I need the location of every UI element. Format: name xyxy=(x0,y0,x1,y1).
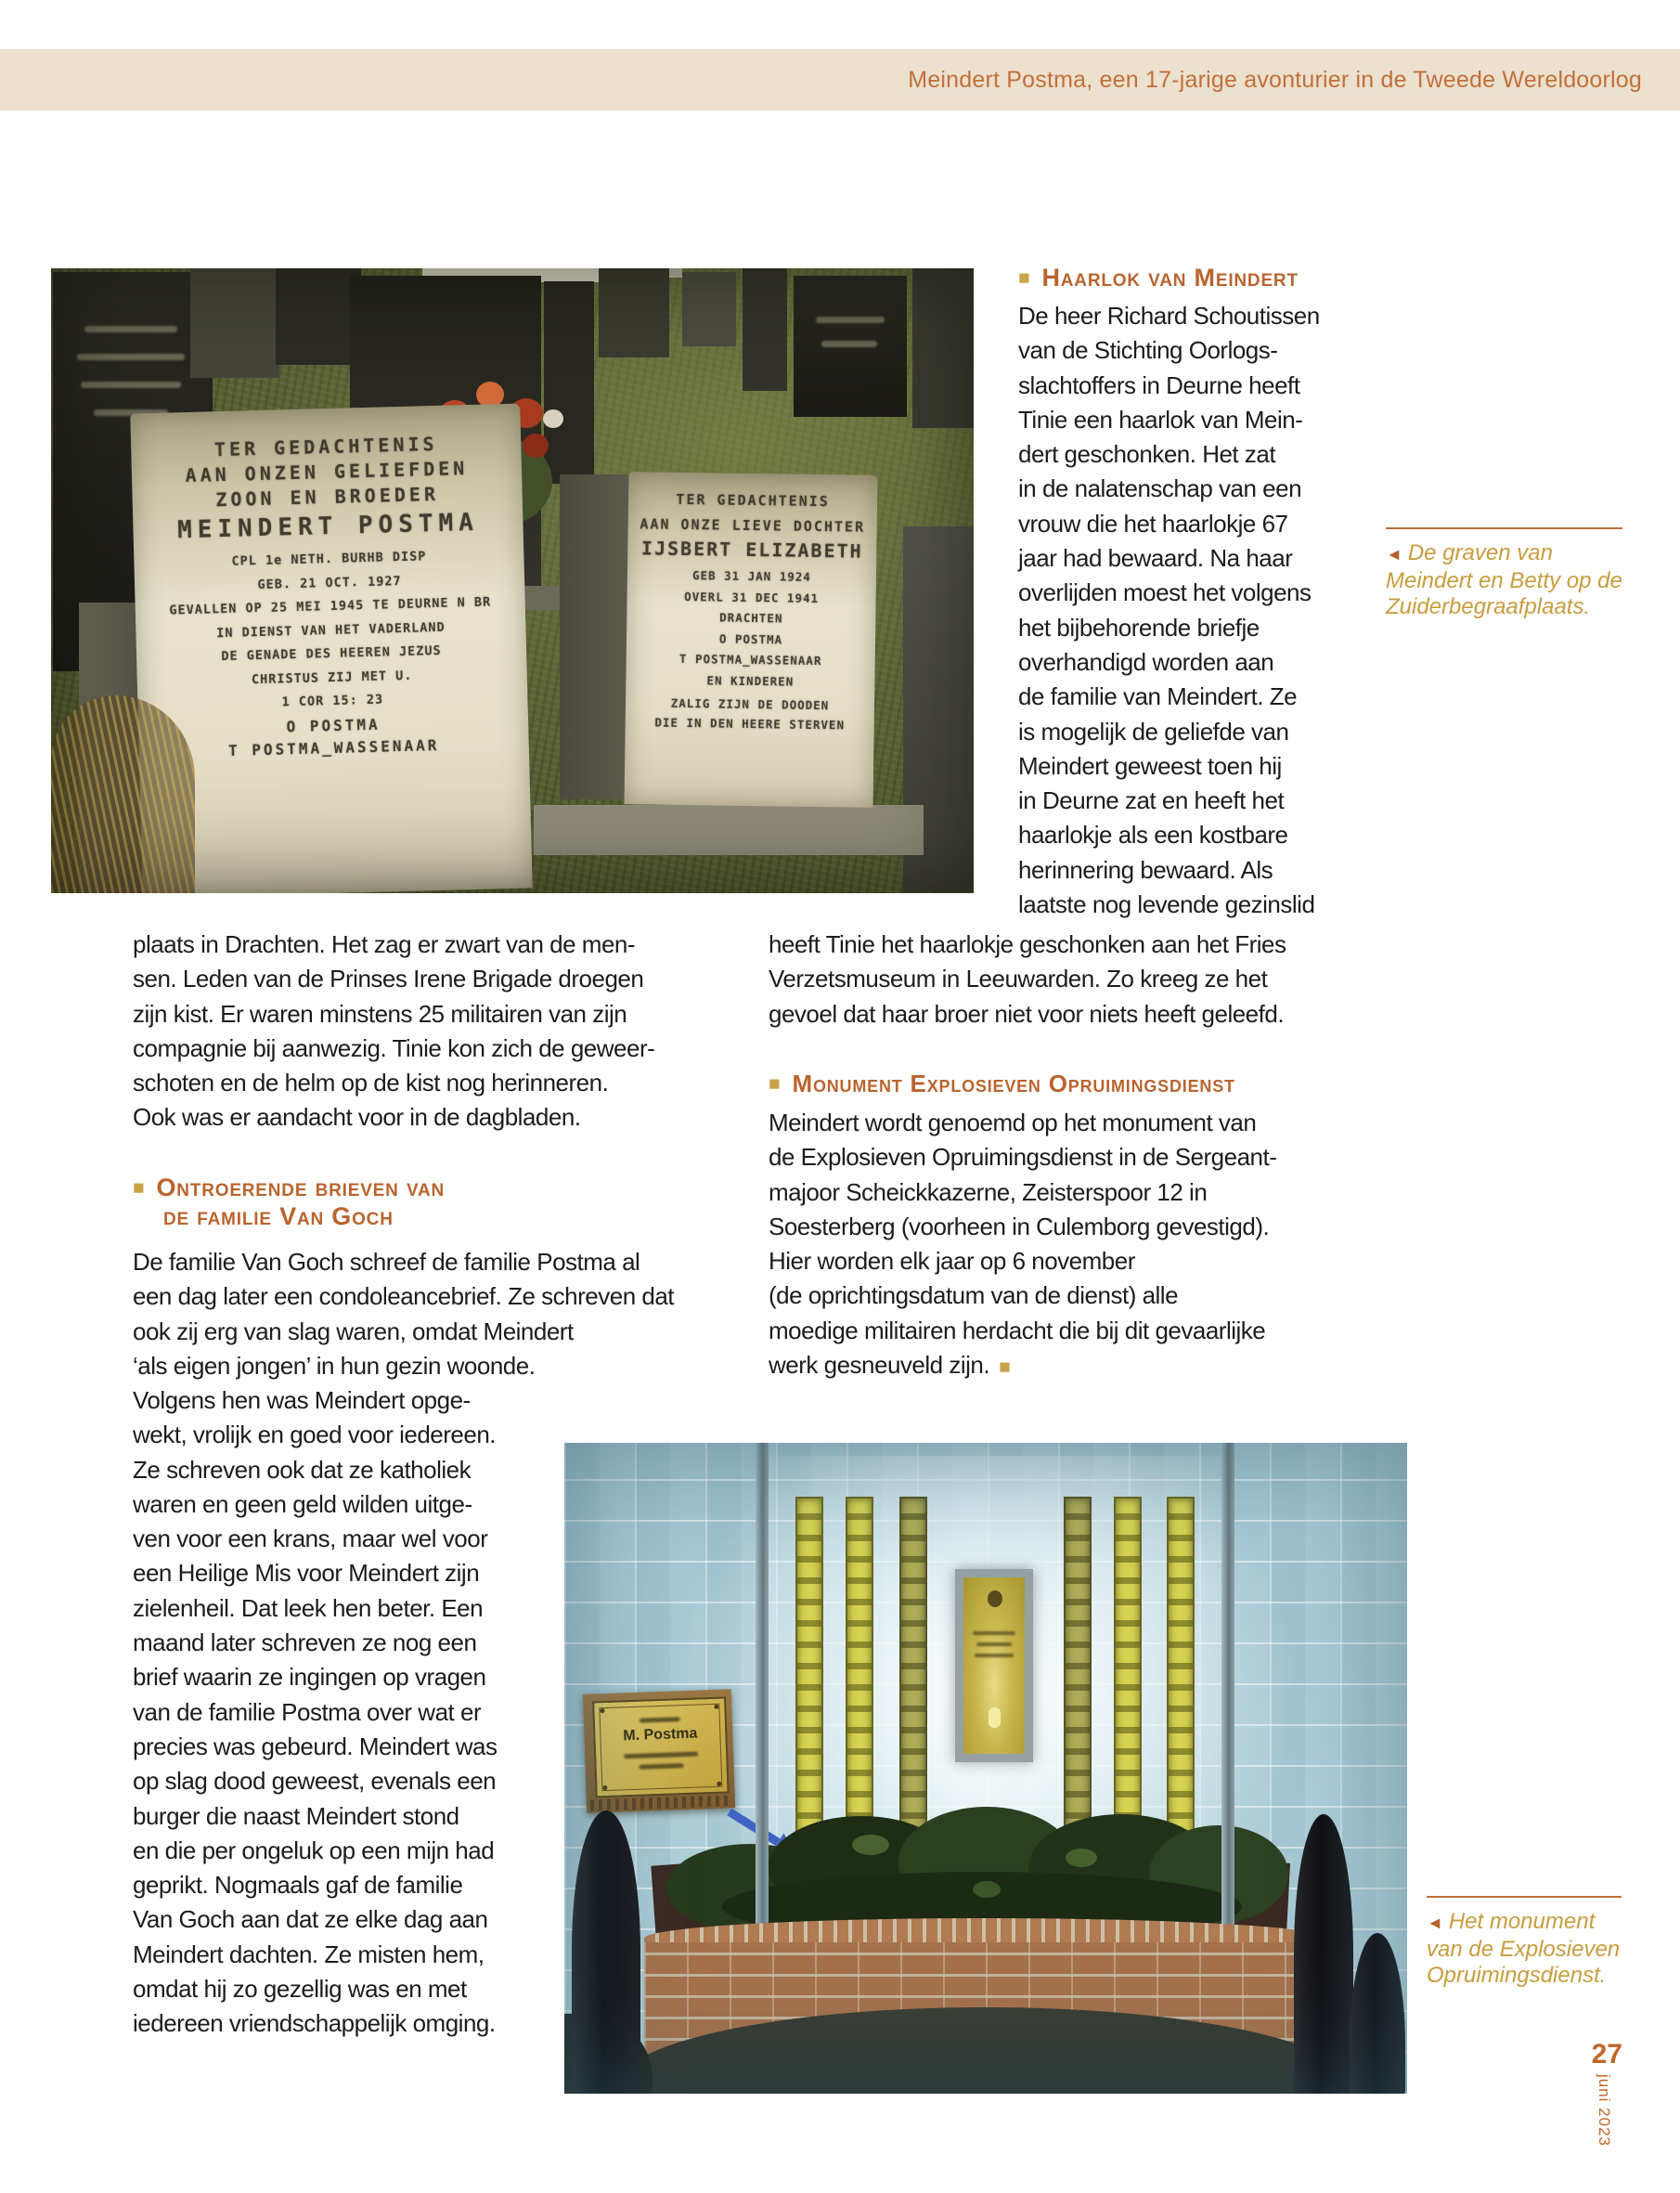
plaque-inner-line xyxy=(599,1704,722,1791)
inscription-blur xyxy=(816,317,885,323)
end-of-article-icon: ■ xyxy=(999,1356,1011,1379)
inscription-blur xyxy=(81,382,181,388)
metal-pole xyxy=(1221,1443,1234,1939)
left-arrow-icon: ◄ xyxy=(1386,545,1402,564)
caption-monument xyxy=(1427,1896,1649,1990)
plaque-slot xyxy=(989,1707,1001,1728)
background-headstone xyxy=(599,268,669,357)
stone-footer: ZALIG ZIJN DE DOODEN DIE IN DEN HEERE STERVEN xyxy=(654,695,846,733)
inscription-blur xyxy=(821,341,877,347)
section-heading-monument xyxy=(769,1070,1235,1098)
soldier-course xyxy=(644,1918,1329,1942)
stone-header: TER GEDACHTENIS AAN ONZE LIEVE DOCHTER xyxy=(640,490,866,536)
central-plaque xyxy=(955,1569,1033,1762)
section-title-line2: de familie Van Goch xyxy=(163,1202,394,1230)
caption-graves xyxy=(1386,527,1641,621)
page-number: 27 xyxy=(1591,2039,1622,2070)
headstone-betty xyxy=(625,472,878,808)
left-paragraph-2a: De familie Van Goch schreef de familie Postma al een dag later een condoleancebrief. Ze schreven dat ook zij erg van slag waren, omdat Meindert ‘als eigen jongen’ in hun gezin woonde. xyxy=(133,1248,675,1380)
background-headstone xyxy=(682,272,736,346)
section-heading-haarlok xyxy=(1018,264,1371,292)
grave-base-slab xyxy=(534,805,924,855)
stone-header: TER GEDACHTENIS AAN ONZEN GELIEFDEN ZOON EN BROEDER xyxy=(185,432,469,512)
caption-rule xyxy=(1386,527,1622,529)
plaque-name: M. Postma xyxy=(623,1725,698,1745)
caption-rule xyxy=(1427,1896,1622,1898)
stone-post xyxy=(560,474,630,799)
background-headstone xyxy=(276,268,361,365)
left-paragraph-1: plaats in Drachten. Het zag er zwart van de men- sen. Leden van de Prinses Irene Brigade droegen zijn kist. Er waren minstens 25 militairen van zijn compagnie bij aanwezig. Tinie kon zich de geweer- schoten en de helm op de kist nog herinneren. Ook was er aandacht voor in de dagbladen. xyxy=(133,930,655,1132)
section-title: Monument Explosieven Opruimingsdienst xyxy=(792,1070,1235,1097)
inscription-blur xyxy=(77,354,185,360)
background-headstone xyxy=(794,276,907,417)
background-headstone xyxy=(912,268,974,428)
bomb-shell xyxy=(1350,1933,1405,2094)
plaque-text-blur xyxy=(973,1631,1015,1635)
stone-details: GEB 31 JAN 1924 OVERL 31 DEC 1941 DRACHTEN O POSTMA T POSTMA_WASSENAAR EN KINDEREN xyxy=(678,568,822,689)
section-heading-brieven xyxy=(133,1174,445,1231)
right-paragraph-2-lines: Meindert wordt genoemd op het monument van de Explosieven Opruimingsdienst in de Sergeant- majoor Scheickkazerne, Zeisterspoor 12 in Soesterberg (voorheen in Culemborg gevestigd). Hier worden elk jaar op 6 november (de oprichtingsdatum van de dienst) alle moedige militairen herdacht die bij dit gevaarlijke xyxy=(769,1109,1277,1344)
stone-name: MEINDERT POSTMA xyxy=(176,508,480,545)
stone-family: O POSTMA T POSTMA_WASSENAAR xyxy=(227,715,440,759)
right-paragraph-2 xyxy=(769,1106,1276,1384)
foliage-highlight xyxy=(973,1881,1001,1898)
side-paragraph: De heer Richard Schoutissen van de Stichting Oorlogs- slachtoffers in Deurne heeft Tinie een haarlok van Mein- dert geschonken. Het zat in de nalatenschap van een vrouw die het haarlokje 67 jaar had bewaard. Na haar overlijden moest het volgens het bijbehorende briefje overhandigd worden aan de familie van Meindert. Ze is mogelijk de geliefde van Meindert geweest toen hij in Deurne zat en heeft het haarlokje als een kostbare herinnering bewaard. Als laatste nog levende gezinslid xyxy=(1018,302,1320,919)
bomb-shell xyxy=(572,1810,640,2094)
postma-plaque xyxy=(592,1696,730,1797)
caption-lines: De graven van Meindert en Betty op de Zuiderbegraafplaats. xyxy=(1386,540,1622,619)
section-title-line1: Ontroerende brieven van xyxy=(156,1174,446,1201)
plaque-text-blur xyxy=(975,1654,1014,1657)
foliage-highlight xyxy=(852,1835,889,1855)
stone-details: CPL 1e NETH. BURHB DISP GEB. 21 OCT. 1927 GEVALLEN OP 25 MEI 1945 TE DEURNE N BR IN DIENST VAN HET VADERLAND DE GENADE DES HEEREN JEZUS CHRISTUS ZIJ MET U. 1 COR 15: 23 xyxy=(169,549,492,710)
caption-text xyxy=(1427,1909,1649,1990)
plaque-text-blur xyxy=(976,1642,1012,1646)
background-headstone xyxy=(743,268,787,391)
section-bullet-icon: ■ xyxy=(133,1177,146,1199)
section-title: Haarlok van Meindert xyxy=(1041,264,1299,292)
section-bullet-icon: ■ xyxy=(769,1073,782,1095)
monument-photo xyxy=(564,1443,1407,2094)
stone-name: IJSBERT ELIZABETH xyxy=(640,537,863,563)
caption-text xyxy=(1386,540,1641,621)
background-headstone xyxy=(190,268,279,378)
side-column xyxy=(1018,264,1371,922)
bomb-shell xyxy=(1294,1814,1353,2094)
header-bar xyxy=(0,49,1680,110)
inscription-blur xyxy=(84,326,177,332)
issue-date: juni 2023 xyxy=(1596,2074,1613,2148)
section-bullet-icon: ■ xyxy=(1018,267,1031,289)
caption-lines: Het monument van de Explosieven Opruimingsdienst. xyxy=(1427,1909,1621,1988)
graves-photo xyxy=(51,268,974,893)
foliage-highlight xyxy=(1066,1849,1097,1867)
flower xyxy=(543,409,563,428)
page-title: Meindert Postma, een 17-jarige avonturier in de Tweede Wereldoorlog xyxy=(908,66,1642,93)
left-paragraph-2b: Volgens hen was Meindert opge- wekt, vrolijk en goed voor iedereen. Ze schreven ook dat ze katholiek waren en geen geld wilden uitge- ven voor een krans, maar wel voor een Heilige Mis voor Meindert zijn zielenheil. Dat leek hen beter. Een maand later schreven ze nog een brief waarin ze ingingen op vragen van de familie Postma over wat er precies was gebeurd. Meindert was op slag dood geweest, evenals een burger die naast Meindert stond en die per ongeluk op een mijn had geprikt. Nogmaals gaf de familie Van Goch aan dat ze elke dag aan Meindert dachten. Ze misten hem, omdat hij zo gezellig was en met iedereen vriendschappelijk omging. xyxy=(133,1386,498,2038)
postma-plaque-board xyxy=(583,1689,735,1813)
dry-grass xyxy=(51,695,195,893)
plaque-emblem xyxy=(988,1590,1002,1607)
flower xyxy=(523,434,549,458)
right-paragraph-1: heeft Tinie het haarlokje geschonken aan het Fries Verzetsmuseum in Leeuwarden. Zo kreeg ze het gevoel dat haar broer niet voor niets heeft geleefd. xyxy=(769,930,1286,1028)
right-paragraph-2-last: werk gesneuveld zijn. xyxy=(769,1351,990,1380)
metal-pole xyxy=(756,1443,769,1939)
left-arrow-icon: ◄ xyxy=(1427,1914,1443,1932)
